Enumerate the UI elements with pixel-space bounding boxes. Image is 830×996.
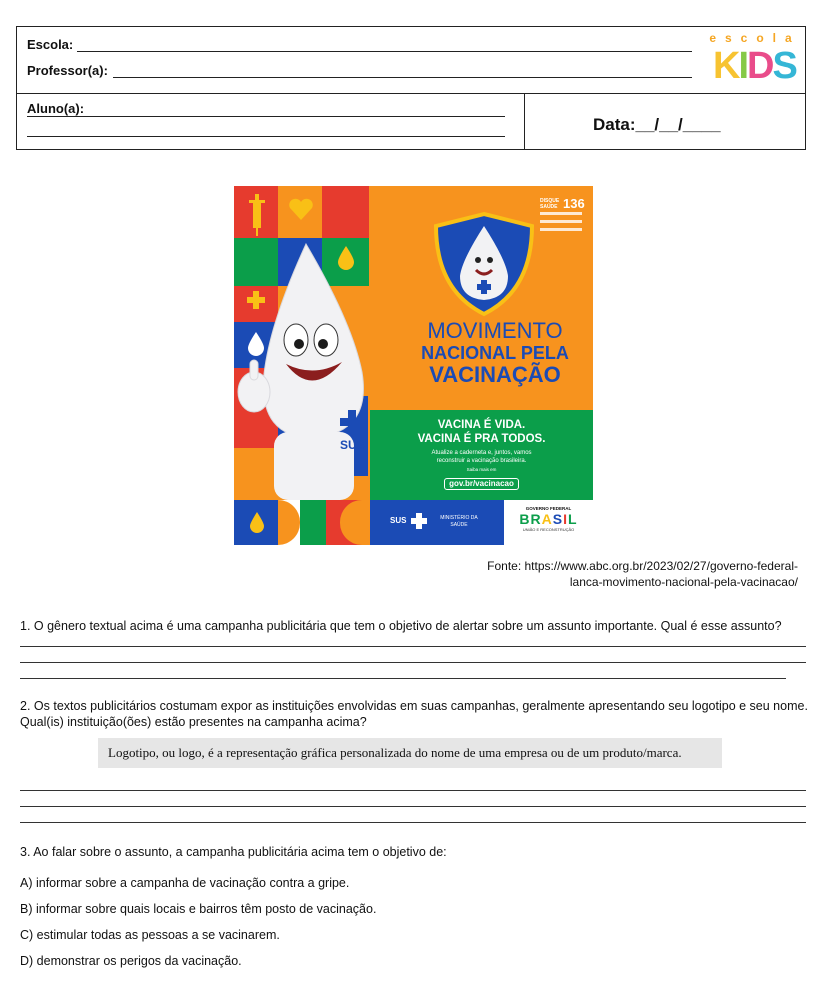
student-line-1[interactable] [27,116,505,117]
logo-definition-note: Logotipo, ou logo, é a representação gráfica personalizada do nome de uma empresa ou de um produto/marca. [98,738,722,768]
ministry-line-2: SAÚDE [450,522,468,528]
social-row-2 [540,220,582,223]
heart-icon [288,198,314,222]
drop-icon-3 [248,510,266,534]
gov-logo [504,500,593,545]
header-divider [17,93,805,94]
ministry-name [434,515,484,529]
source-line-1: Fonte: https://www.abc.org.br/2023/02/27/governo-federal- [487,559,798,573]
ministry-cross-icon [410,512,428,530]
mascot-sus-text: SUS [340,438,365,452]
school-line[interactable] [77,51,692,52]
gov-label: GOVERNO FEDERAL [525,506,572,511]
title-line-3: VACINAÇÃO [429,362,561,387]
more-label: Saiba mais em [466,467,497,472]
mascot-ze-gotinha [234,242,374,500]
answer-line-2c[interactable] [20,822,806,823]
source-citation [420,558,798,590]
slogan-line-1: VACINA É VIDA. [437,419,526,431]
option-d[interactable]: D) demonstrar os perigos da vacinação. [20,954,242,968]
slogan-line-2: VACINA É PRA TODOS. [417,433,546,445]
slogan-body-1: Atualize a caderneta e, juntos, vamos [431,450,532,456]
slogan-block [370,410,593,500]
title-line-1: MOVIMENTO [427,318,563,343]
poster-title [400,320,590,386]
tile-red-2 [322,186,369,238]
question-2-line-2: Qual(is) instituição(ões) estão presentes na campanha acima? [20,715,367,729]
source-line-2: lanca-movimento-nacional-pela-vacinacao/ [569,575,798,589]
question-3: 3. Ao falar sobre o assunto, a campanha publicitária acima tem o objetivo de: [20,845,447,859]
syringe-icon [246,192,268,236]
option-b[interactable]: B) informar sobre quais locais e bairros têm posto de vacinação. [20,902,377,916]
student-line-2[interactable] [27,136,505,137]
answer-line-2b[interactable] [20,806,806,807]
ministry-line-1: MINISTÉRIO DA [440,515,478,521]
header-box [16,26,806,150]
social-row-3 [540,228,582,231]
ministry-sus: SUS [390,516,407,525]
school-label: Escola: [27,37,74,52]
ministry-block [370,500,504,545]
gov-tagline: UNIÃO E RECONSTRUÇÃO [522,527,575,532]
poster-url-link[interactable]: gov.br/vacinacao [444,478,519,490]
campaign-poster [234,186,593,545]
logo-top-text: escola [709,31,801,45]
teacher-label: Professor(a): [27,63,108,78]
option-c[interactable]: C) estimular todas as pessoas a se vacinarem. [20,928,280,942]
strip-green [300,500,326,545]
answer-line-1c[interactable] [20,678,786,679]
title-line-2: NACIONAL PELA [421,343,569,363]
question-2-line-1: 2. Os textos publicitários costumam expor as instituições envolvidas em suas campanhas, geralmente apresentando seu logotipo e seu nome. [20,699,808,713]
date-label: Data:__/__/____ [593,115,721,134]
hotline-number: 136 [563,196,585,211]
answer-line-1a[interactable] [20,646,806,647]
question-2 [20,698,810,730]
sus-cross-icon [338,408,366,436]
gov-brasil: BRASIL [519,511,578,527]
escola-kids-logo [707,29,803,89]
header-vertical-divider [524,93,525,149]
teacher-line[interactable] [113,77,692,78]
slogan-body-2: reconstruir a vacinação brasileira. [436,458,527,464]
logo-word: KIDS [713,45,796,87]
question-1: 1. O gênero textual acima é uma campanha publicitária que tem o objetivo de alertar sobre um assunto importante. Qual é esse assunto? [20,619,782,633]
shield-emblem [432,210,536,318]
option-a[interactable]: A) informar sobre a campanha de vacinação contra a gripe. [20,876,350,890]
hotline-label: DISQUE SAÚDE [540,198,560,210]
answer-line-1b[interactable] [20,662,806,663]
student-label: Aluno(a): [27,101,85,116]
answer-line-2a[interactable] [20,790,806,791]
social-row-1 [540,212,582,215]
